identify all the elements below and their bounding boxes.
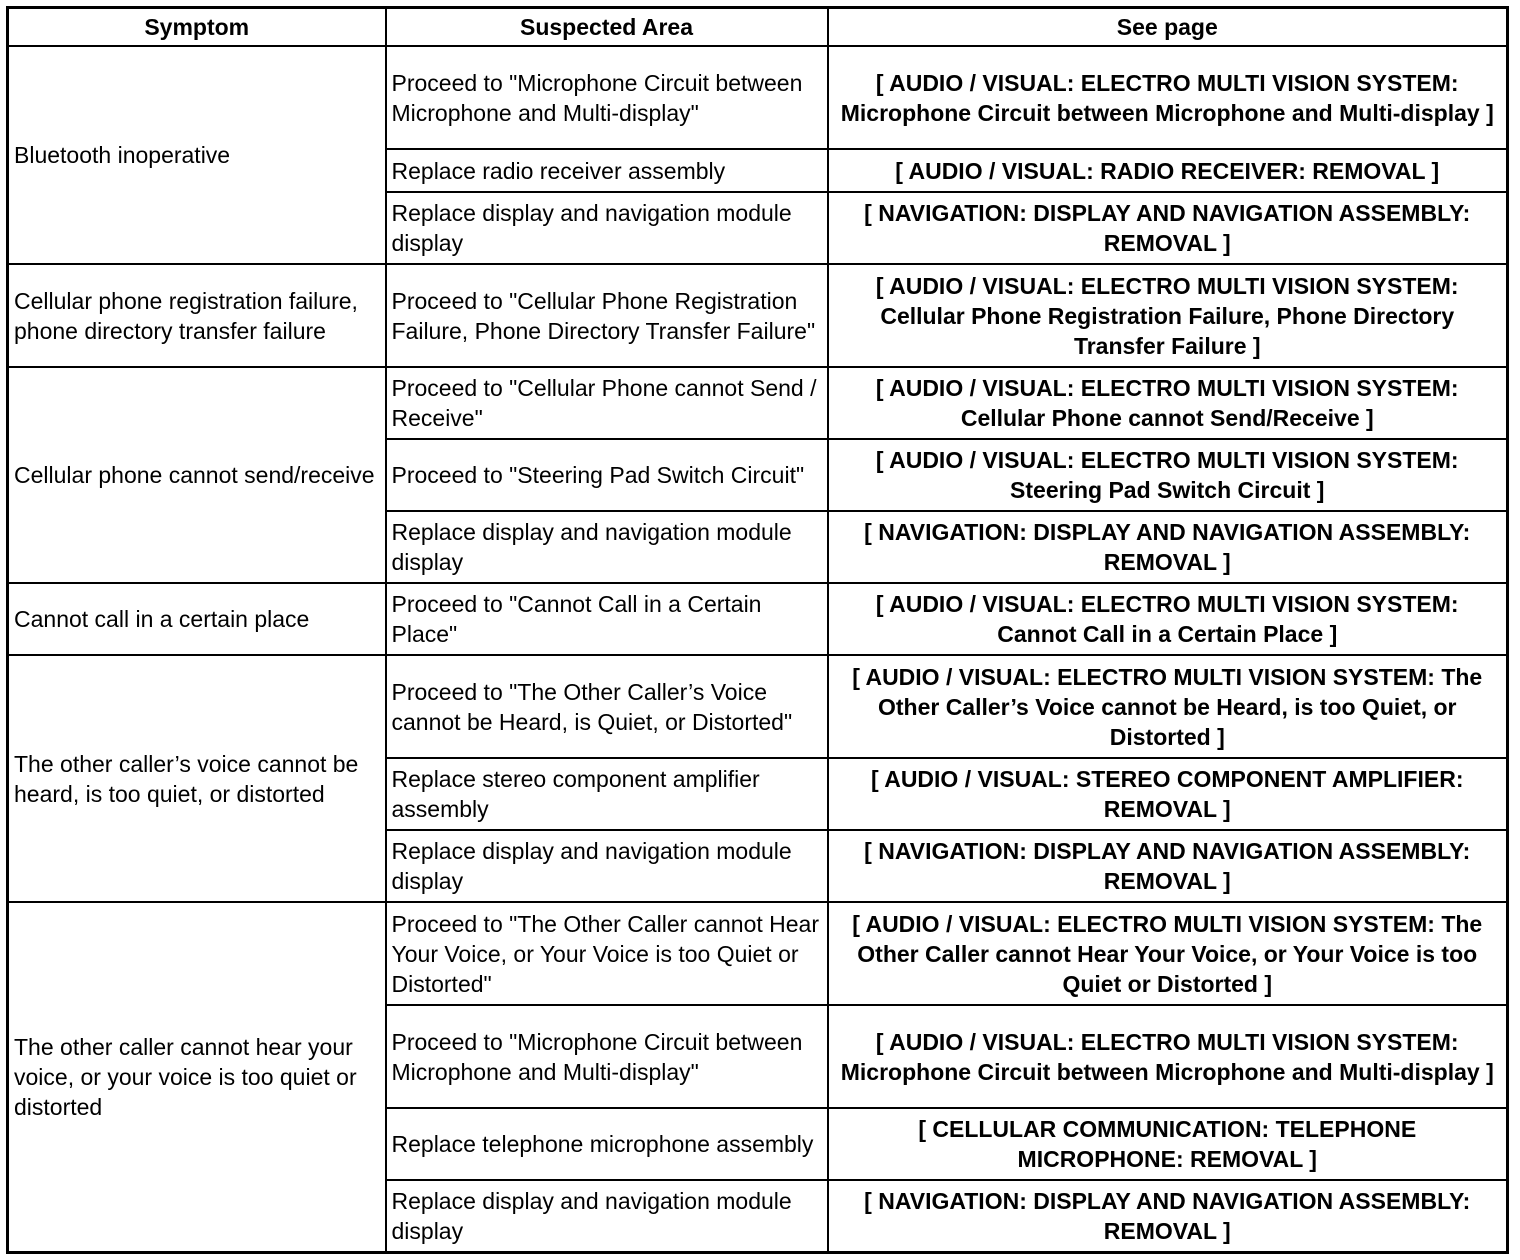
suspected-area-cell: Proceed to "Cellular Phone Registration Failure, Phone Directory Transfer Failure" [386,264,828,367]
see-page-cell: [ NAVIGATION: DISPLAY AND NAVIGATION ASSEMBLY: REMOVAL ] [828,1180,1508,1252]
see-page-cell: [ NAVIGATION: DISPLAY AND NAVIGATION ASSEMBLY: REMOVAL ] [828,192,1508,264]
see-page-cell: [ AUDIO / VISUAL: ELECTRO MULTI VISION SYSTEM: The Other Caller’s Voice cannot be Heard, is too Quiet, or Distorted ] [828,655,1508,758]
table-row [8,46,1508,149]
symptom-cell: Bluetooth inoperative [8,46,386,264]
header-symptom: Symptom [8,8,386,47]
symptom-cell: Cellular phone cannot send/receive [8,367,386,583]
table-row [8,583,1508,655]
suspected-area-cell: Proceed to "Microphone Circuit between Microphone and Multi-display" [386,46,828,149]
suspected-area-cell: Replace display and navigation module display [386,192,828,264]
suspected-area-cell: Proceed to "The Other Caller’s Voice cannot be Heard, is Quiet, or Distorted" [386,655,828,758]
suspected-area-cell: Proceed to "The Other Caller cannot Hear Your Voice, or Your Voice is too Quiet or Distorted" [386,902,828,1005]
see-page-cell: [ AUDIO / VISUAL: RADIO RECEIVER: REMOVAL ] [828,149,1508,192]
suspected-area-cell: Proceed to "Microphone Circuit between Microphone and Multi-display" [386,1005,828,1108]
symptom-cell: The other caller cannot hear your voice, or your voice is too quiet or distorted [8,902,386,1252]
table-row [8,655,1508,758]
symptom-cell: The other caller’s voice cannot be heard, is too quiet, or distorted [8,655,386,902]
table-row [8,264,1508,367]
see-page-cell: [ AUDIO / VISUAL: ELECTRO MULTI VISION SYSTEM: Cannot Call in a Certain Place ] [828,583,1508,655]
see-page-cell: [ AUDIO / VISUAL: ELECTRO MULTI VISION SYSTEM: The Other Caller cannot Hear Your Voice, or Your Voice is too Quiet or Distorted ] [828,902,1508,1005]
symptom-cell: Cannot call in a certain place [8,583,386,655]
header-suspected-area: Suspected Area [386,8,828,47]
see-page-cell: [ NAVIGATION: DISPLAY AND NAVIGATION ASSEMBLY: REMOVAL ] [828,511,1508,583]
table-row [8,367,1508,439]
see-page-cell: [ AUDIO / VISUAL: ELECTRO MULTI VISION SYSTEM: Microphone Circuit between Microphone and Multi-display ] [828,46,1508,149]
suspected-area-cell: Proceed to "Steering Pad Switch Circuit" [386,439,828,511]
suspected-area-cell: Replace radio receiver assembly [386,149,828,192]
see-page-cell: [ AUDIO / VISUAL: ELECTRO MULTI VISION SYSTEM: Microphone Circuit between Microphone and Multi-display ] [828,1005,1508,1108]
suspected-area-cell: Replace display and navigation module display [386,511,828,583]
see-page-cell: [ AUDIO / VISUAL: ELECTRO MULTI VISION SYSTEM: Cellular Phone Registration Failure, Phone Directory Transfer Failure ] [828,264,1508,367]
see-page-cell: [ AUDIO / VISUAL: ELECTRO MULTI VISION SYSTEM: Steering Pad Switch Circuit ] [828,439,1508,511]
see-page-cell: [ AUDIO / VISUAL: STEREO COMPONENT AMPLIFIER: REMOVAL ] [828,758,1508,830]
table-row [8,902,1508,1005]
see-page-cell: [ CELLULAR COMMUNICATION: TELEPHONE MICROPHONE: REMOVAL ] [828,1108,1508,1180]
header-row [8,8,1508,47]
problem-symptoms-table [6,6,1509,1254]
suspected-area-cell: Proceed to "Cannot Call in a Certain Place" [386,583,828,655]
header-see-page: See page [828,8,1508,47]
see-page-cell: [ NAVIGATION: DISPLAY AND NAVIGATION ASSEMBLY: REMOVAL ] [828,830,1508,902]
suspected-area-cell: Replace stereo component amplifier assembly [386,758,828,830]
symptom-cell: Cellular phone registration failure, phone directory transfer failure [8,264,386,367]
suspected-area-cell: Proceed to "Cellular Phone cannot Send / Receive" [386,367,828,439]
suspected-area-cell: Replace telephone microphone assembly [386,1108,828,1180]
see-page-cell: [ AUDIO / VISUAL: ELECTRO MULTI VISION SYSTEM: Cellular Phone cannot Send/Receive ] [828,367,1508,439]
suspected-area-cell: Replace display and navigation module display [386,1180,828,1252]
suspected-area-cell: Replace display and navigation module display [386,830,828,902]
